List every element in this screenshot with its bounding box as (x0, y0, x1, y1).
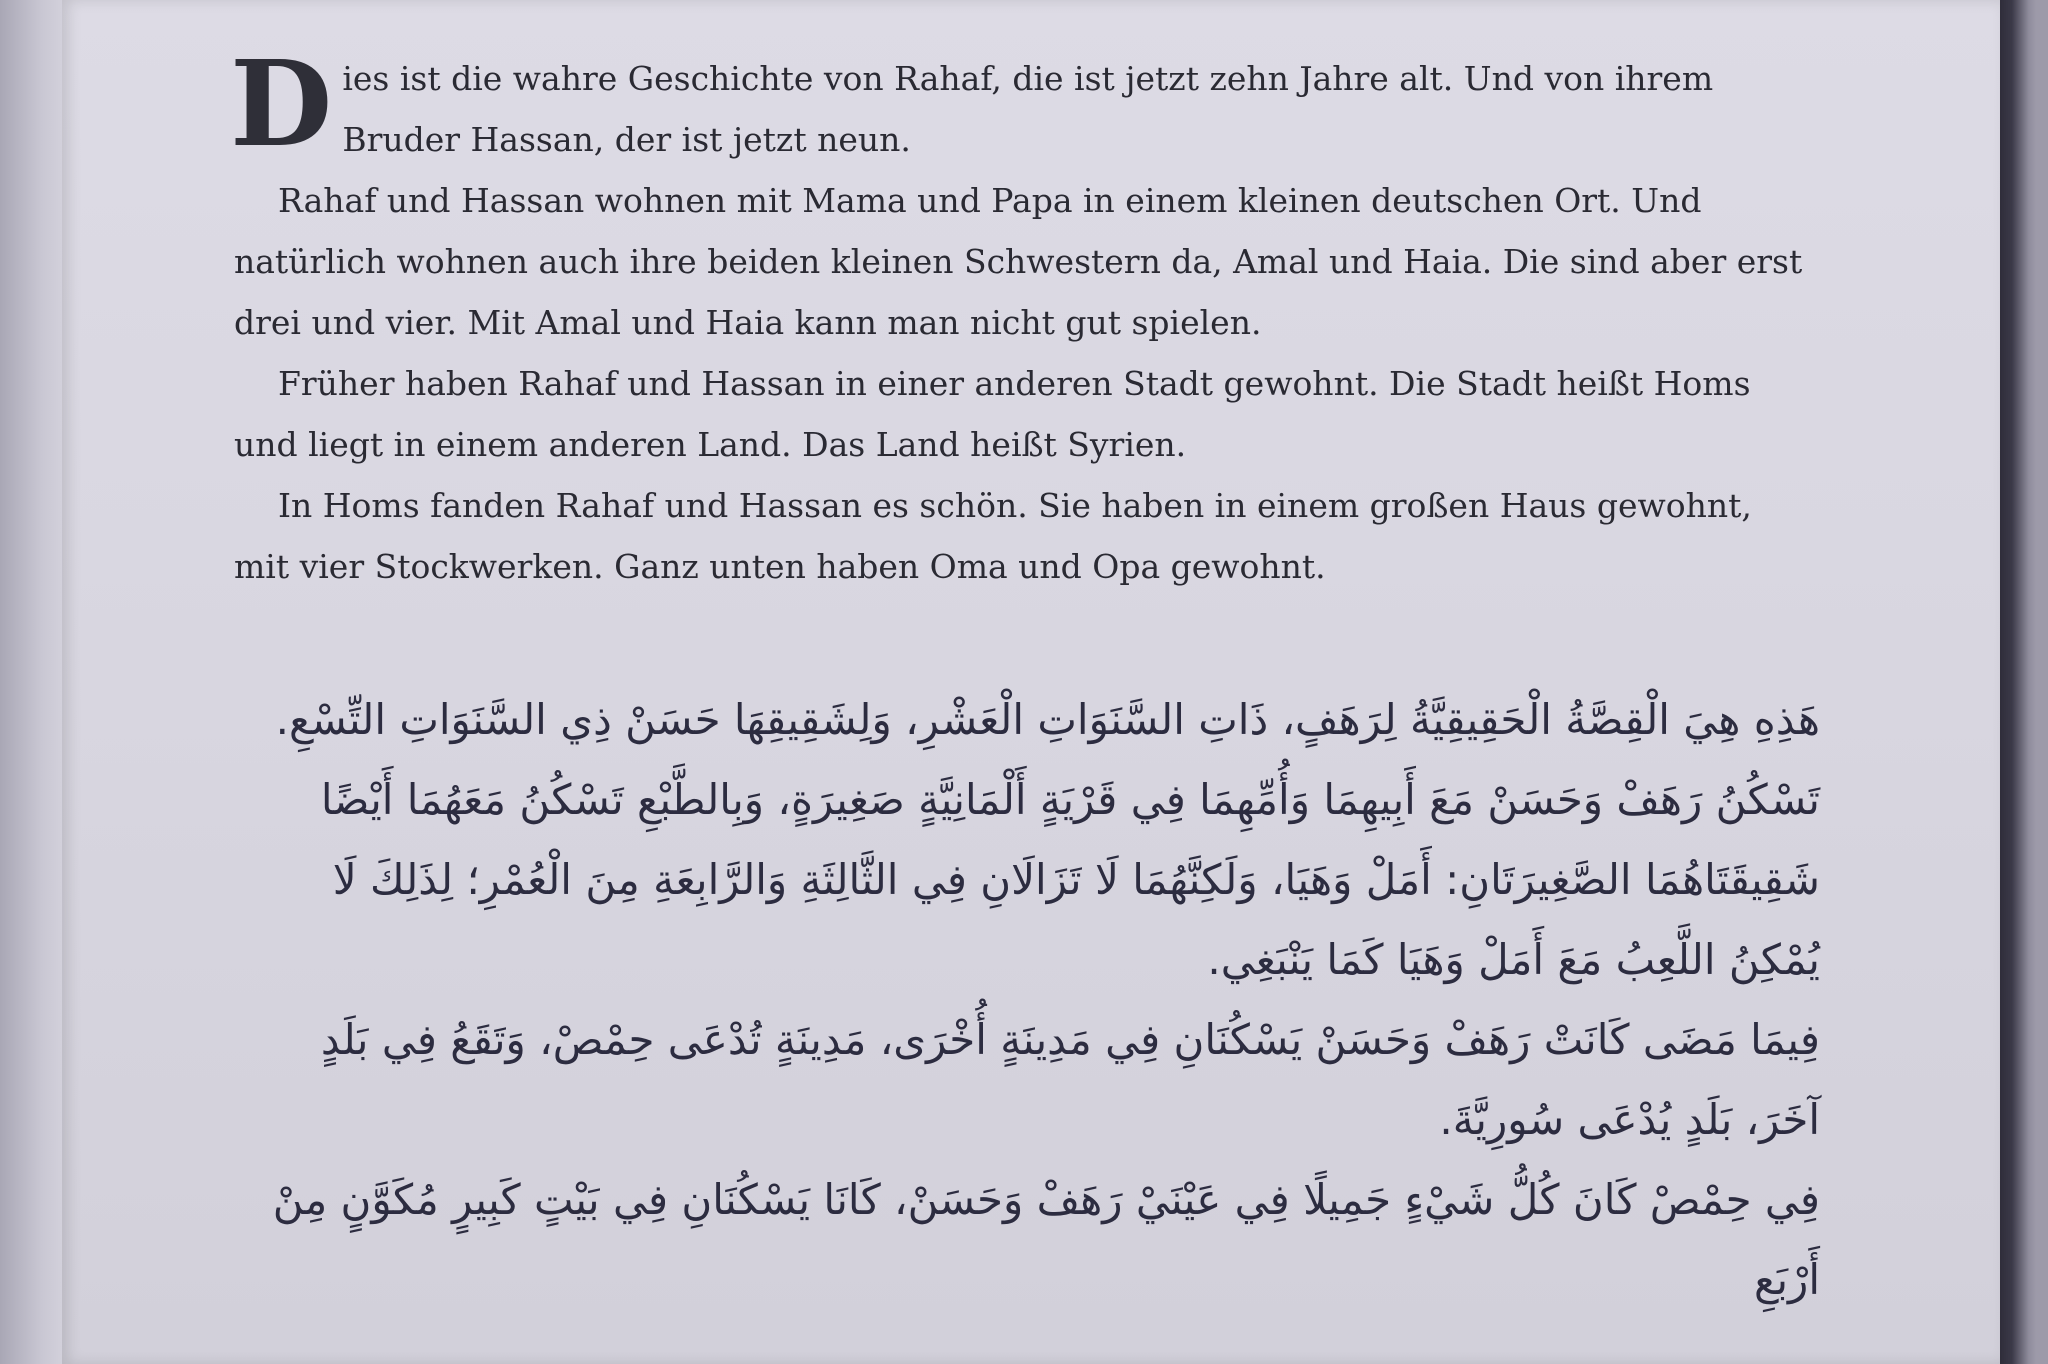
german-paragraph-3: Früher haben Rahaf und Hassan in einer anderen Stadt gewohnt. Die Stadt heißt Homs und liegt in einem anderen Land. Das Land heißt Syrien. (234, 364, 1751, 464)
german-paragraph-1 (230, 34, 1814, 173)
german-paragraph-1-text: ies ist die wahre Geschichte von Rahaf, die ist jetzt zehn Jahre alt. Und von ihrem Bruder Hassan, der ist jetzt neun. (342, 59, 1714, 159)
arabic-text-block (240, 680, 1820, 1320)
german-paragraph-4: In Homs fanden Rahaf und Hassan es schön. Sie haben in einem großen Haus gewohnt, mit vier Stockwerken. Ganz unten haben Oma und Opa gewohnt. (234, 486, 1752, 586)
book-edge-strip (2036, 0, 2048, 1364)
arabic-paragraph-3: فِيمَا مَضَى كَانَتْ رَهَفْ وَحَسَنْ يَسْكُنَانِ فِي مَدِينَةٍ أُخْرَى، مَدِينَةٍ تُدْعَى حِمْصْ، وَتَقَعُ فِي بَلَدٍ آخَرَ، بَلَدٍ يُدْعَى سُورِيَّةَ. (320, 1015, 1820, 1144)
book-left-edge (0, 0, 70, 1364)
german-paragraph-2: Rahaf und Hassan wohnen mit Mama und Papa in einem kleinen deutschen Ort. Und natürlich wohnen auch ihre beiden kleinen Schwestern da, Amal und Haia. Die sind aber erst drei und vier. Mit Amal und Haia kann man nicht gut spielen. (234, 181, 1803, 342)
arabic-paragraph-4: فِي حِمْصْ كَانَ كُلُّ شَيْءٍ جَمِيلًا فِي عَيْنَيْ رَهَفْ وَحَسَنْ، كَانَا يَسْكُنَانِ فِي بَيْتٍ كَبِيرٍ مُكَوَّنٍ مِنْ أَرْبَعِ (272, 1175, 1820, 1304)
german-text-block (230, 34, 1814, 597)
drop-cap: D (230, 34, 333, 173)
arabic-paragraph-1: هَذِهِ هِيَ الْقِصَّةُ الْحَقِيقِيَّةُ لِرَهَفٍ، ذَاتِ السَّنَوَاتِ الْعَشْرِ، وَلِشَقِيقِهَا حَسَنْ ذِي السَّنَوَاتِ التِّسْعِ. (275, 695, 1820, 744)
book-right-edge (2000, 0, 2048, 1364)
arabic-paragraph-2: تَسْكُنُ رَهَفْ وَحَسَنْ مَعَ أَبِيهِمَا وَأُمِّهِمَا فِي قَرْيَةٍ أَلْمَانِيَّةٍ صَغِيرَةٍ، وَبِالطَّبْعِ تَسْكُنُ مَعَهُمَا أَيْضًا شَقِيقَتَاهُمَا الصَّغِيرَتَانِ: أَمَلْ وَهَيَا، وَلَكِنَّهُمَا لَا تَزَالَانِ فِي الثَّالِثَةِ وَالرَّابِعَةِ مِنَ الْعُمْرِ؛ لِذَلِكَ لَا يُمْكِنُ اللَّعِبُ مَعَ أَمَلْ وَهَيَا كَمَا يَنْبَغِي. (320, 775, 1820, 984)
